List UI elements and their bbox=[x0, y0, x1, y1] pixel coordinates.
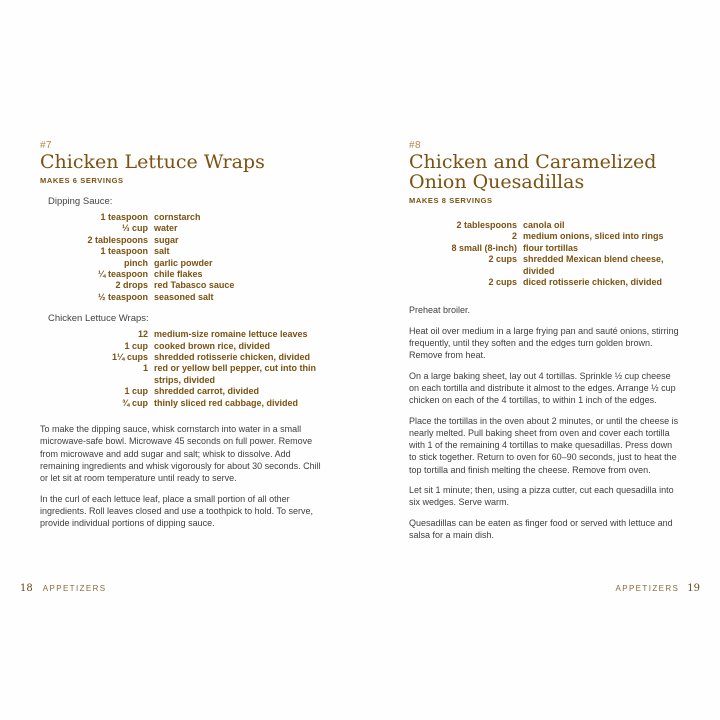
ingredient-qty: 2 bbox=[511, 231, 517, 242]
servings-label: MAKES 8 SERVINGS bbox=[409, 196, 493, 205]
ingredient-item: shredded Mexican blend cheese, divided bbox=[523, 254, 664, 276]
ingredient-row bbox=[409, 231, 681, 242]
ingredient-qty: 1 bbox=[142, 363, 148, 374]
ingredient-item: medium onions, sliced into rings bbox=[523, 231, 664, 242]
recipe-title: Chicken Lettuce Wraps bbox=[40, 151, 265, 173]
ingredient-item: flour tortillas bbox=[523, 242, 579, 253]
recipe-number: #8 bbox=[409, 140, 422, 151]
ingredient-qty: 8 small (8-inch) bbox=[451, 242, 517, 253]
ingredient-item: canola oil bbox=[523, 220, 565, 230]
ingredient-row bbox=[40, 329, 322, 340]
ingredient-qty: 2 drops bbox=[115, 280, 148, 291]
ingredient-qty: 1 teaspoon bbox=[100, 246, 148, 257]
ingredient-qty: pinch bbox=[124, 257, 148, 268]
ingredient-qty: ¾ cup bbox=[121, 397, 148, 408]
ingredient-qty: ⅓ cup bbox=[121, 223, 148, 234]
ingredient-row bbox=[409, 254, 681, 277]
ingredient-item: chile flakes bbox=[154, 269, 203, 280]
ingredient-item: cooked brown rice, divided bbox=[154, 340, 271, 351]
instruction-paragraph: On a large baking sheet, lay out 4 tortillas. Sprinkle ½ cup cheese on each tortilla and distribute it almost to the edges. Arrange ½ cup chicken on each of the 4 tortillas, to within 1 inch of the edges. bbox=[409, 370, 676, 406]
right-page bbox=[409, 140, 681, 541]
ingredient-qty: ¼ teaspoon bbox=[97, 269, 148, 280]
recipe-title-line: Onion Quesadillas bbox=[409, 171, 585, 193]
ingredient-qty: 2 cups bbox=[488, 277, 517, 288]
ingredient-item: thinly sliced red cabbage, divided bbox=[154, 397, 299, 408]
ingredient-qty: 1 teaspoon bbox=[100, 212, 148, 222]
section-label-lettuce-wraps: Chicken Lettuce Wraps: bbox=[48, 313, 149, 325]
ingredient-list-lettuce-wraps bbox=[40, 329, 322, 409]
ingredient-row bbox=[40, 258, 322, 269]
instruction-paragraph: Place the tortillas in the oven about 2 minutes, or until the cheese is nearly melted. Pull baking sheet from oven and cover each tortilla with 1 of the remaining 4 tortillas to make quesadillas. Press down to stick together. Return to oven for 60–90 seconds, just to heat the top tortilla and finish melting the cheese. Remove from oven. bbox=[409, 415, 679, 475]
recipe-title bbox=[409, 152, 681, 192]
left-page bbox=[40, 140, 322, 529]
instruction-paragraph: To make the dipping sauce, whisk cornstarch into water in a small microwave-safe bowl. Microwave 45 seconds on full power. Remove from microwave and add sugar and salt; whisk to dissolve. Add remaining ingredients and whisk vigorously for about 30 seconds. Chill or let sit at room temperature until ready to serve. bbox=[40, 424, 321, 484]
ingredient-list bbox=[409, 220, 681, 288]
ingredient-qty: ½ teaspoon bbox=[97, 291, 148, 302]
ingredient-row bbox=[40, 341, 322, 352]
ingredient-row bbox=[40, 363, 322, 386]
ingredient-row bbox=[40, 352, 322, 363]
ingredient-row bbox=[40, 398, 322, 409]
instruction-paragraph: In the curl of each lettuce leaf, place a small portion of all other ingredients. Roll leaves closed and use a toothpick to hold. To serve, provide individual portions of dipping sauce. bbox=[40, 493, 313, 529]
section-name: APPETIZERS bbox=[42, 584, 107, 593]
recipe-title-line: Chicken and Caramelized bbox=[409, 151, 657, 173]
ingredient-item: red or yellow bell pepper, cut into thin strips, divided bbox=[154, 363, 317, 385]
ingredient-row bbox=[409, 277, 681, 288]
instructions bbox=[409, 304, 681, 541]
ingredient-qty: 2 cups bbox=[488, 254, 517, 265]
ingredient-item: red Tabasco sauce bbox=[154, 280, 235, 291]
ingredient-item: seasoned salt bbox=[154, 291, 214, 302]
ingredient-row bbox=[40, 235, 322, 246]
ingredient-item: shredded carrot, divided bbox=[154, 386, 260, 397]
ingredient-row bbox=[409, 220, 681, 231]
ingredient-row bbox=[40, 280, 322, 291]
ingredient-row bbox=[40, 212, 322, 223]
ingredient-row bbox=[40, 223, 322, 234]
section-label-dipping-sauce: Dipping Sauce: bbox=[48, 196, 113, 207]
right-page-footer bbox=[615, 583, 700, 594]
section-name: APPETIZERS bbox=[615, 584, 680, 593]
ingredient-row bbox=[40, 246, 322, 257]
left-page-footer bbox=[20, 583, 107, 594]
instruction-paragraph: Preheat broiler. bbox=[409, 305, 471, 316]
page-number: 18 bbox=[20, 583, 33, 594]
ingredient-qty: 1 cup bbox=[124, 386, 148, 397]
ingredient-item: medium-size romaine lettuce leaves bbox=[154, 329, 308, 340]
page-number: 19 bbox=[687, 583, 700, 594]
instruction-paragraph: Let sit 1 minute; then, using a pizza cutter, cut each quesadilla into six wedges. Serve warm. bbox=[409, 485, 674, 508]
ingredient-item: sugar bbox=[154, 234, 179, 245]
ingredient-item: shredded rotisserie chicken, divided bbox=[154, 352, 311, 363]
ingredient-qty: 12 bbox=[137, 329, 148, 340]
ingredient-row bbox=[40, 292, 322, 303]
ingredient-item: cornstarch bbox=[154, 212, 201, 222]
ingredient-item: salt bbox=[154, 246, 170, 257]
ingredient-item: garlic powder bbox=[154, 257, 213, 268]
ingredient-row bbox=[409, 243, 681, 254]
ingredient-qty: 2 tablespoons bbox=[456, 220, 517, 230]
ingredient-item: water bbox=[154, 223, 178, 234]
ingredient-item: diced rotisserie chicken, divided bbox=[523, 277, 663, 288]
ingredient-qty: 1¼ cups bbox=[111, 352, 148, 363]
recipe-number: #7 bbox=[40, 140, 53, 151]
ingredient-qty: 1 cup bbox=[124, 340, 148, 351]
instruction-paragraph: Quesadillas can be eaten as finger food or served with lettuce and salsa for a main dish. bbox=[409, 517, 673, 540]
instruction-paragraph: Heat oil over medium in a large frying pan and sauté onions, stirring frequently, until they soften and the edges turn golden brown. Remove from heat. bbox=[409, 325, 679, 361]
ingredient-list-dipping-sauce bbox=[40, 212, 322, 303]
ingredient-qty: 2 tablespoons bbox=[87, 234, 148, 245]
ingredient-row bbox=[40, 386, 322, 397]
ingredient-row bbox=[40, 269, 322, 280]
instructions bbox=[40, 423, 322, 529]
servings-label: MAKES 6 SERVINGS bbox=[40, 176, 124, 185]
